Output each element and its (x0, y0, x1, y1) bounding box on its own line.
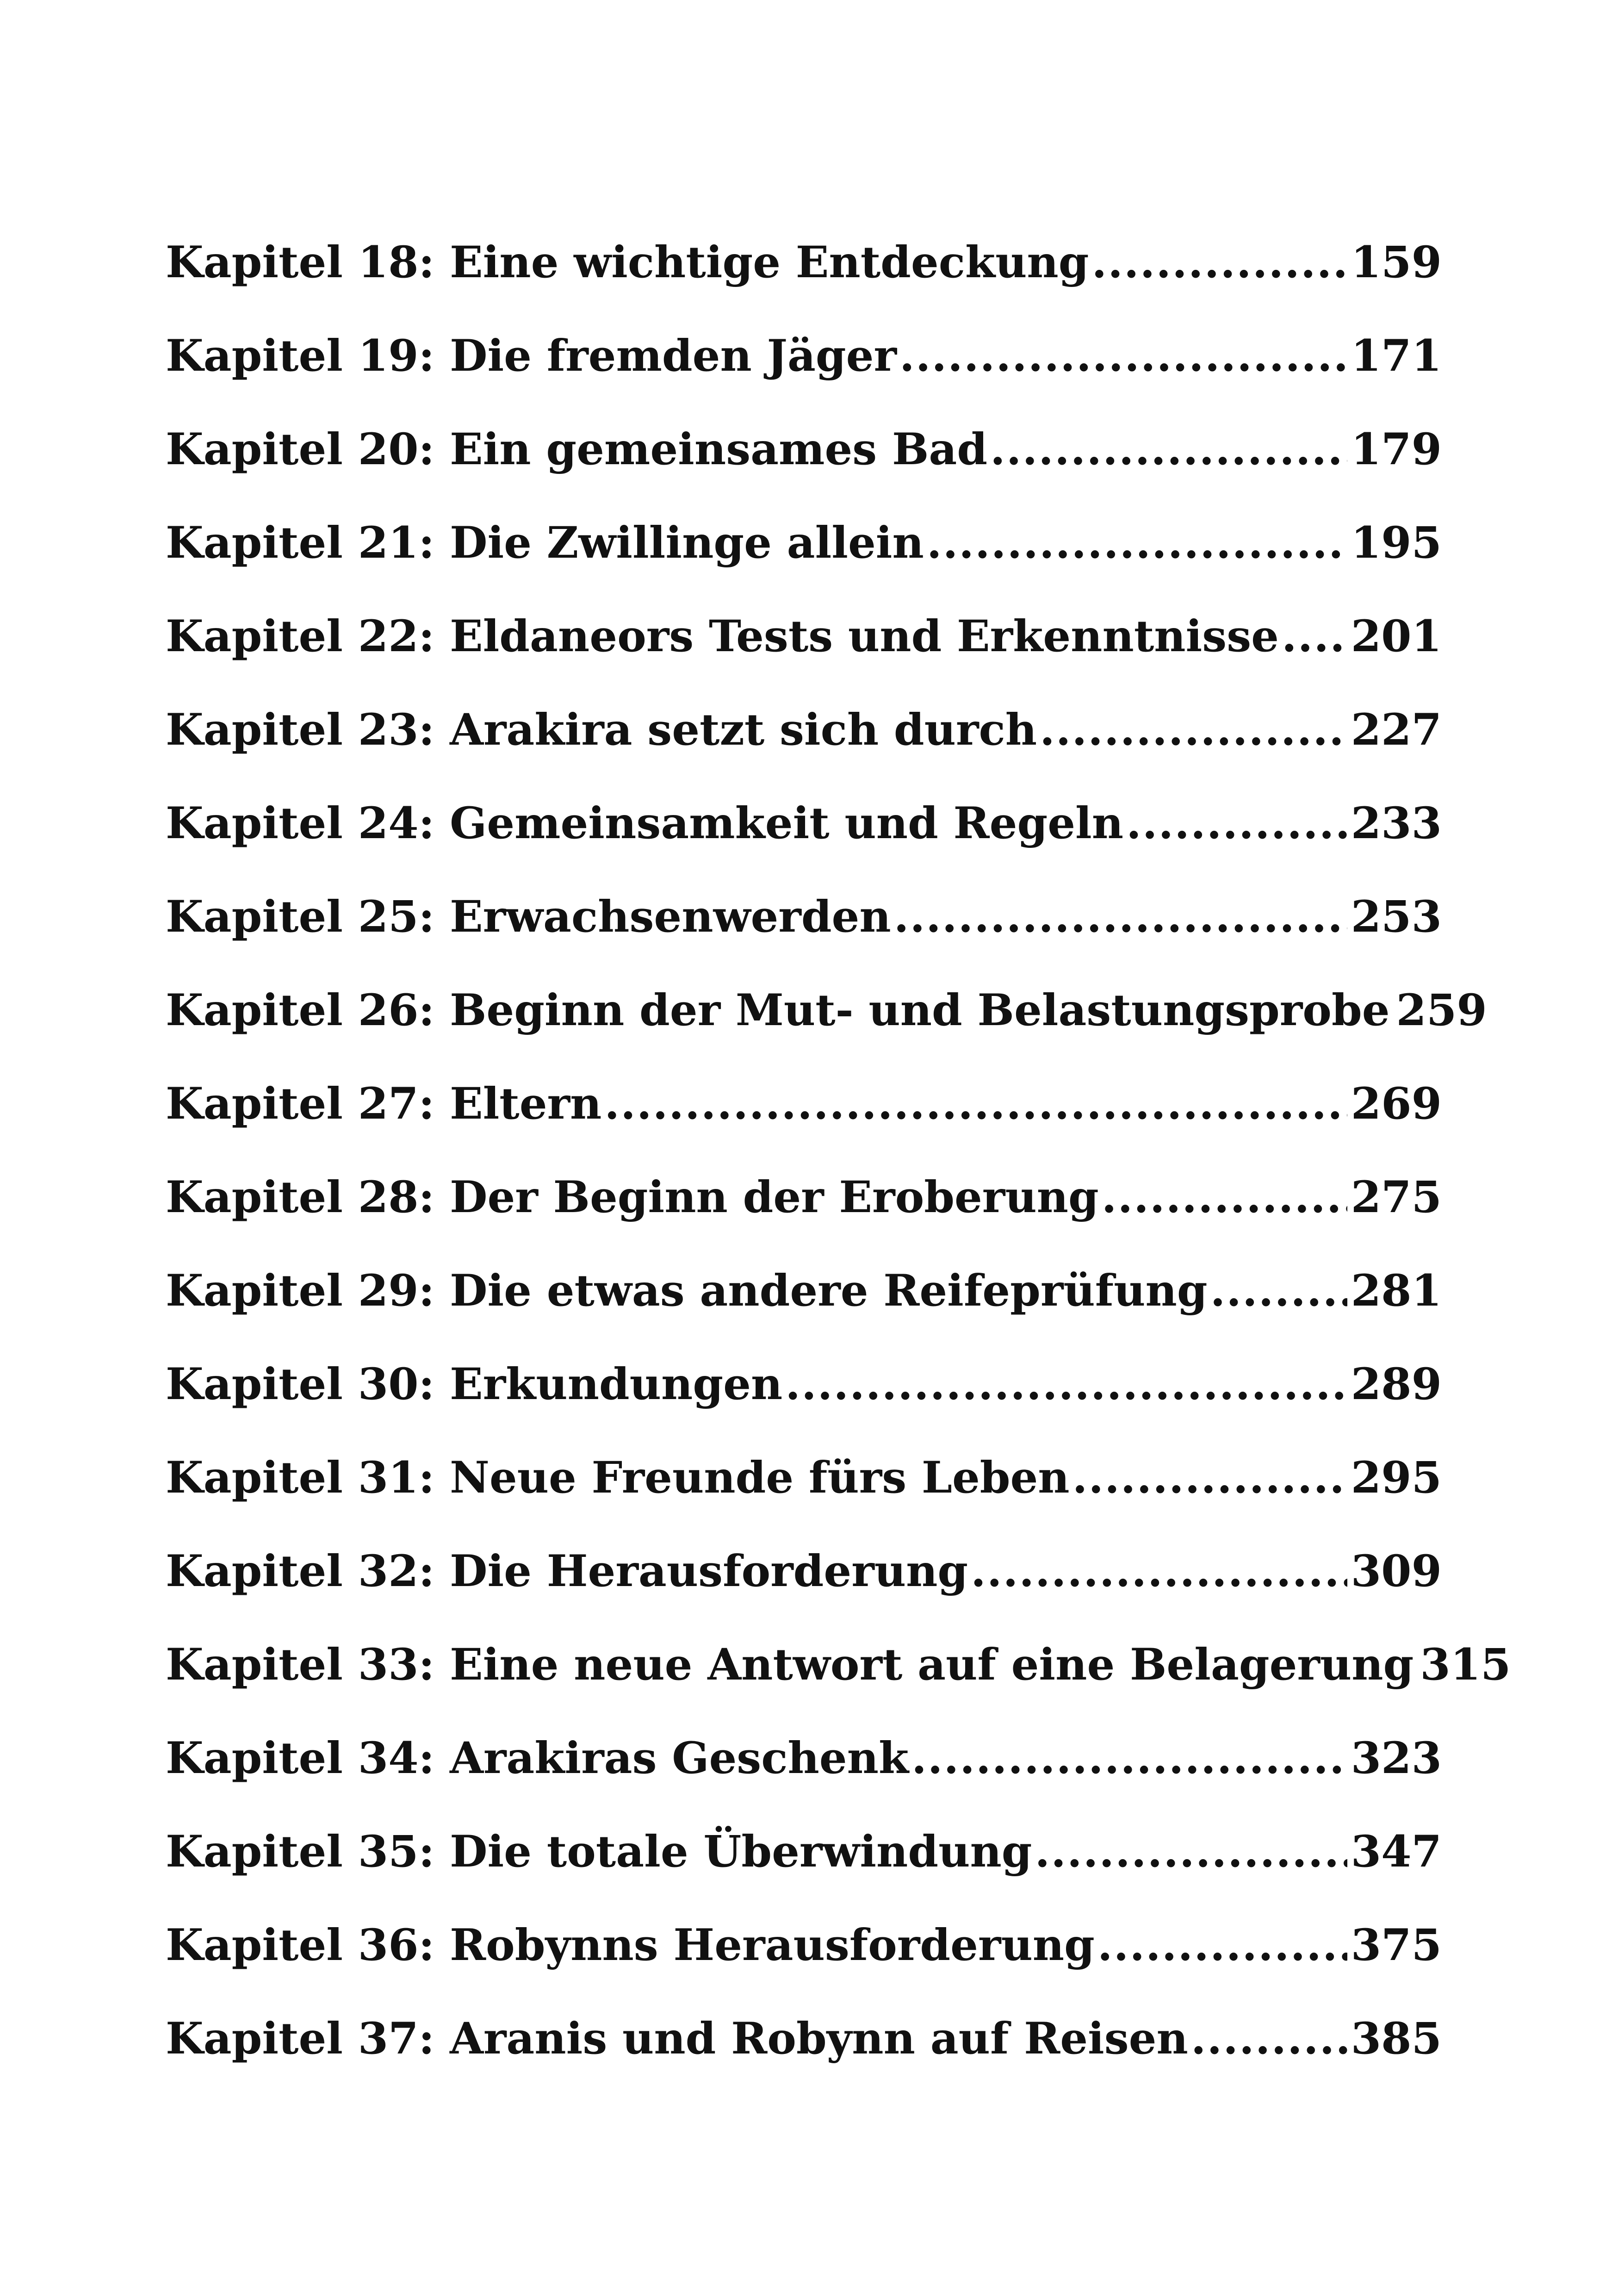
toc-entry-page: 315 (1420, 1639, 1511, 1690)
toc-entry-title: Kapitel 27: Eltern (166, 1078, 602, 1129)
toc-entry (166, 1359, 1442, 1456)
toc-entry-title: Kapitel 35: Die totale Überwindung (166, 1826, 1032, 1877)
toc-entry (166, 1639, 1511, 1736)
toc-entry (166, 517, 1442, 615)
toc-dot-leader (1210, 1269, 1347, 1313)
toc-dot-leader (1097, 1923, 1347, 1967)
toc-entry-title: Kapitel 29: Die etwas andere Reifeprüfung (166, 1265, 1208, 1316)
toc-entry-title: Kapitel 30: Erkundungen (166, 1359, 783, 1410)
toc-entry-page: 259 (1396, 985, 1487, 1036)
toc-entry (166, 1078, 1442, 1176)
toc-dot-leader (971, 1549, 1347, 1593)
toc-entry-page: 233 (1351, 798, 1442, 849)
toc-entry-page: 171 (1351, 330, 1442, 381)
toc-dot-leader (1191, 2017, 1347, 2060)
toc-dot-leader (990, 428, 1347, 471)
toc-entry-page: 385 (1351, 2013, 1442, 2064)
toc-dot-leader (911, 1736, 1347, 1780)
toc-entry (166, 704, 1442, 802)
toc-entry (166, 1920, 1442, 2017)
toc-entry-title: Kapitel 20: Ein gemeinsames Bad (166, 424, 988, 475)
toc-entry-title: Kapitel 32: Die Herausforderung (166, 1546, 968, 1597)
toc-dot-leader (1091, 241, 1347, 284)
toc-entry (166, 1826, 1442, 1923)
toc-entry (166, 1265, 1442, 1363)
toc-entry-page: 275 (1351, 1172, 1442, 1223)
toc-entry-page: 309 (1351, 1546, 1442, 1597)
toc-entry (166, 798, 1442, 895)
toc-entry (166, 2013, 1442, 2110)
toc-entry-title: Kapitel 37: Aranis und Robynn auf Reisen (166, 2013, 1188, 2064)
toc-entry-page: 159 (1351, 237, 1442, 288)
toc-dot-leader (785, 1363, 1347, 1406)
toc-entry-page: 375 (1351, 1920, 1442, 1971)
toc-dot-leader (899, 334, 1347, 378)
toc-entry (166, 1546, 1442, 1643)
toc-entry-title: Kapitel 18: Eine wichtige Entdeckung (166, 237, 1089, 288)
toc-dot-leader (894, 895, 1347, 939)
toc-entry (166, 1452, 1442, 1549)
toc-entry-page: 347 (1351, 1826, 1442, 1877)
toc-entry (166, 237, 1442, 334)
toc-dot-leader (1282, 615, 1347, 658)
toc-dot-leader (1040, 708, 1347, 752)
toc-entry-title: Kapitel 26: Beginn der Mut- und Belastungsprobe (166, 985, 1390, 1036)
toc-entry-title: Kapitel 24: Gemeinsamkeit und Regeln (166, 798, 1124, 849)
toc-entry-title: Kapitel 34: Arakiras Geschenk (166, 1733, 909, 1784)
toc-entry (166, 891, 1442, 989)
toc-entry (166, 611, 1442, 708)
toc-entry (166, 1733, 1442, 1830)
toc-entry-title: Kapitel 33: Eine neue Antwort auf eine Belagerung (166, 1639, 1414, 1690)
toc-entry-title: Kapitel 23: Arakira setzt sich durch (166, 704, 1037, 755)
toc-entry-title: Kapitel 36: Robynns Herausforderung (166, 1920, 1095, 1971)
toc-entry (166, 1172, 1442, 1269)
toc-dot-leader (1126, 802, 1347, 845)
toc-entry-page: 227 (1351, 704, 1442, 755)
toc-entry-page: 179 (1351, 424, 1442, 475)
toc-entry-title: Kapitel 28: Der Beginn der Eroberung (166, 1172, 1099, 1223)
toc-entry-title: Kapitel 22: Eldaneors Tests und Erkenntnisse (166, 611, 1279, 662)
toc-entry-page: 295 (1351, 1452, 1442, 1503)
toc-entry-page: 195 (1351, 517, 1442, 568)
toc-entry (166, 985, 1487, 1082)
toc-entry-page: 269 (1351, 1078, 1442, 1129)
toc-entry-page: 253 (1351, 891, 1442, 942)
toc-entry-title: Kapitel 19: Die fremden Jäger (166, 330, 897, 381)
toc-entry-title: Kapitel 31: Neue Freunde fürs Leben (166, 1452, 1070, 1503)
toc-entry (166, 424, 1442, 521)
toc-entry-title: Kapitel 25: Erwachsenwerden (166, 891, 891, 942)
toc-entry-title: Kapitel 21: Die Zwillinge allein (166, 517, 924, 568)
toc-dot-leader (1072, 1456, 1347, 1500)
toc-dot-leader (927, 521, 1347, 565)
toc-entry-page: 281 (1351, 1265, 1442, 1316)
toc-dot-leader (604, 1082, 1347, 1126)
toc-entry-page: 323 (1351, 1733, 1442, 1784)
toc-entry (166, 330, 1442, 428)
table-of-contents (166, 237, 1511, 2110)
toc-dot-leader (1102, 1176, 1347, 1219)
toc-entry-page: 201 (1351, 611, 1442, 662)
toc-entry-page: 289 (1351, 1359, 1442, 1410)
toc-dot-leader (1035, 1830, 1347, 1873)
